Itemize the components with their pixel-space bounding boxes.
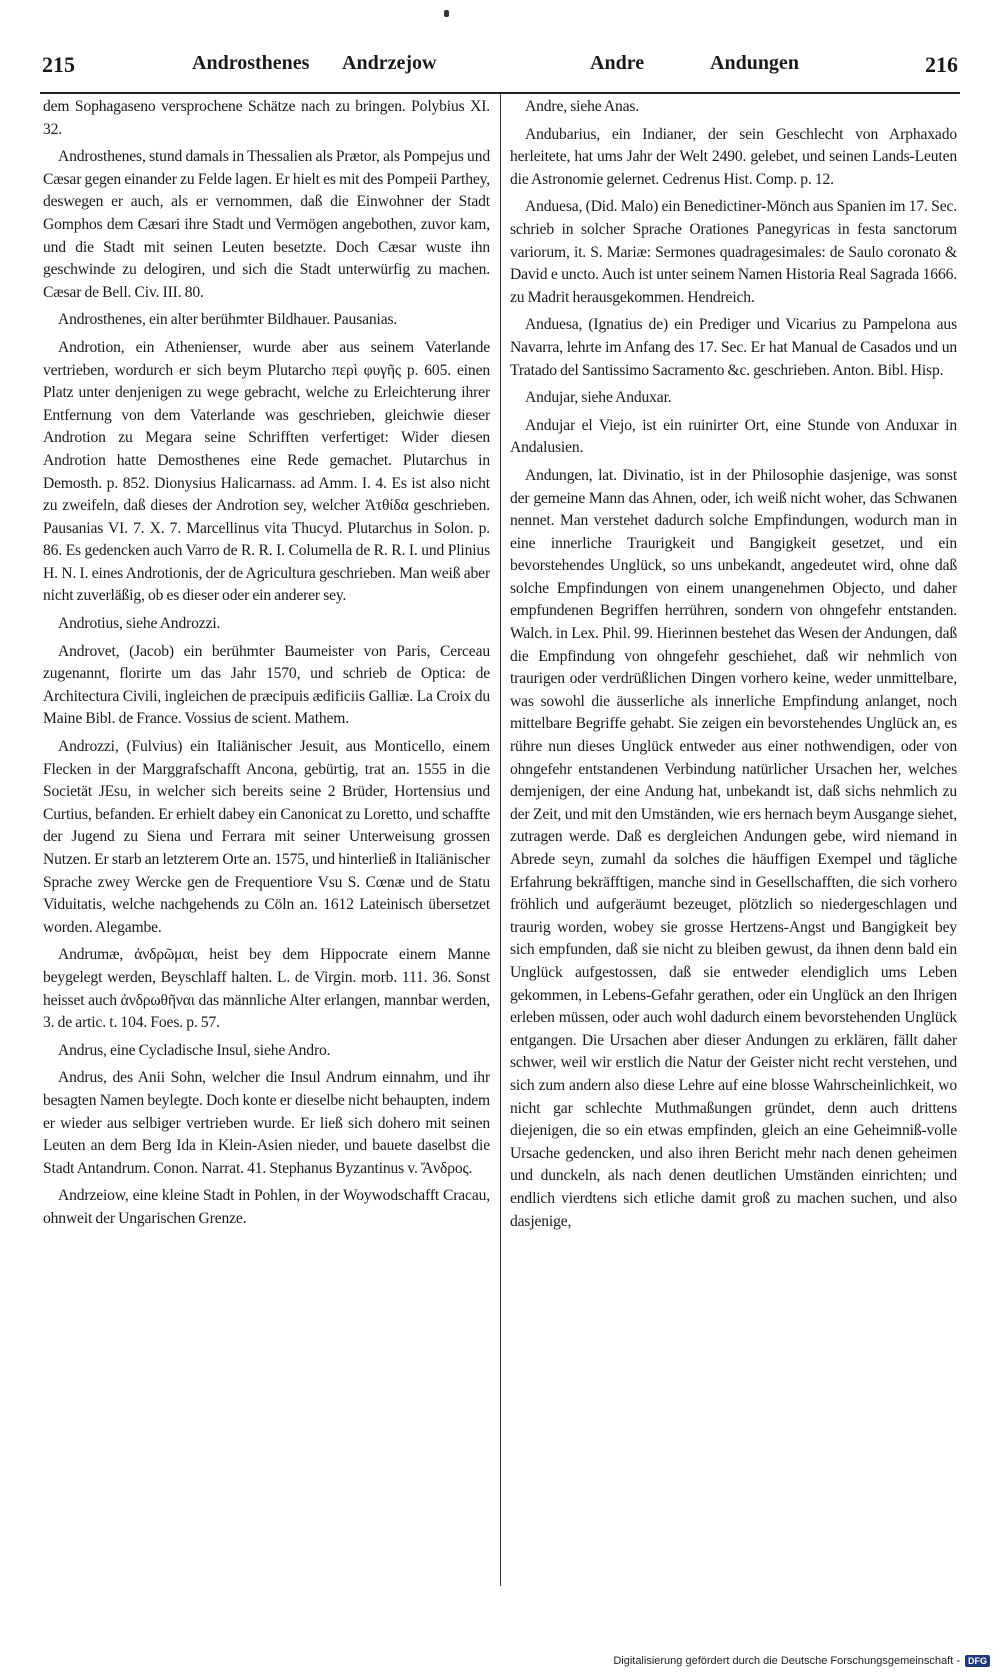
entry-paragraph: Andujar el Viejo, ist ein ruinirter Ort, eine Stunde von Anduxar in Andalusien. (510, 416, 957, 457)
entry-paragraph: Androvet, (Jacob) ein berühmter Baumeister von Paris, Cerceau zugenannt, florirte um das Jahr 1570, und schrieb de Optica: de Architectura Civili, ingleichen de præcipuis ædificiis Galliæ. La Croix du Maine Bibl. de France. Vossius de scient. Mathem. (43, 642, 490, 728)
headword-left-2: Andrzejow (342, 52, 437, 74)
right-column (510, 96, 957, 1586)
entry-paragraph: Andrus, des Anii Sohn, welcher die Insul Andrum einnahm, und ihr besagten Namen beylegte. Doch konte er dieselbe nicht behaupten, indem er wieder aus selbiger vertrieben wurde. Er ließ sich dohero mit seinen Leuten an dem Berg Ida in Klein-Asien nieder, und bauete daselbst die Stadt Antandrum. Conon. Narrat. 41. Stephanus Byzantinus v. Ἄνδρος. (43, 1069, 490, 1177)
headword-right-1: Andre (590, 52, 645, 74)
entry-paragraph: Anduesa, (Did. Malo) ein Benedictiner-Mönch aus Spanien im 17. Sec. schrieb in solcher Sprache Orationes Panegyricas in festa sanctorum variorum, it. S. Mariæ: Sermones quadragesimales: de Saulo coronato & David e uncto. Auch ist unter seinem Namen Historia Real Sagrada 1666. zu Madrit herausgekommen. Hendreich. (510, 198, 957, 306)
entry-paragraph: Andrus, eine Cycladische Insul, siehe Andro. (58, 1041, 331, 1059)
entry-paragraph: Andre, siehe Anas. (525, 98, 640, 115)
headword-right-2: Andungen (710, 52, 799, 74)
entry-paragraph: Androzzi, (Fulvius) ein Italiänischer Jesuit, aus Monticello, einem Flecken in der Marggrafschafft Ancona, gebürtig, trat an. 1555 in die Societät JEsu, in welcher sich bereits seine 2 Brüder, Hortensius und Curtius, befanden. Er erhielt dabey ein Canonicat zu Loretto, und schaffte der Jugend zu Siena und Ferrara mit seiner Unterweisung grossen Nutzen. Er starb an letzterem Orte an. 1575, und hinterließ in Italiänischer Sprache zwey Wercke gen de Frequentiore Vsu S. Cœnæ und de Statu Viduitatis, welche nachgehends zu Cöln an. 1612 Lateinisch übersetzet worden. Alegambe. (43, 738, 490, 936)
entry-paragraph: Androsthenes, ein alter berühmter Bildhauer. Pausanias. (58, 311, 398, 329)
entry-paragraph: Androsthenes, stund damals in Thessalien als Prætor, als Pompejus und Cæsar gegen einander zu Felde lagen. Er hielt es mit des Pompeii Parthey, deswegen er auch, als er vernommen, daß die Einwohner der Stadt Gomphos dem Cæsari ihre Stadt und Vermögen angebothen, zuvor kam, und die Stadt mit seinen Leuten besetzte. Doch Cæsar wuste ihn geschwinde zu delogiren, und sich die Stadt unterwürfig zu machen. Cæsar de Bell. Civ. III. 80. (43, 148, 490, 301)
dfg-logo: DFG (965, 1655, 990, 1667)
left-column (43, 96, 490, 1586)
entry-paragraph: Androtion, ein Athenienser, wurde aber aus seinem Vaterlande vertrieben, wordurch er sich beym Plutarcho περὶ φυγῆς p. 605. einen Platz unter denjenigen zu wege gebracht, welche zu Erleichterung ihrer Entfernung von dem Vaterlande was geschrieben, gleichwie dieser Androtion zu Megara seine Schrifften verfertiget: Wider diesen Androtion hatte Demosthenes eine Rede gemachet. Plutarchus in Demosth. p. 852. Dionysius Halicarnass. ad Amm. I. 4. Es ist also nicht zu zweifeln, daß dieses der Androtion sey, welcher Ἀτθίδα geschrieben. Pausanias VI. 7. X. 7. Marcellinus vita Thucyd. Plutarchus in Solon. p. 86. Es gedencken auch Varro de R. R. I. Columella de R. R. I. und Plinius H. N. I. eines Androtionis, der de Agricultura geschrieben. Man weiß aber nicht zuverläßig, ob es dieser oder ein anderer sey. (43, 338, 490, 605)
page-number-left: 215 (42, 52, 75, 77)
entry-paragraph: dem Sophagaseno versprochene Schätze nach zu bringen. Polybius XI. 32. (43, 98, 490, 138)
entry-paragraph: Andujar, siehe Anduxar. (525, 389, 672, 407)
entry-paragraph: Andubarius, ein Indianer, der sein Geschlecht von Arphaxado herleitete, hat ums Jahr der Welt 2490. gelebet, und seinen Lands-Leuten die Astronomie gelernet. Cedrenus Hist. Comp. p. 12. (510, 125, 957, 188)
credit-text: Digitalisierung gefördert durch die Deutsche Forschungsgemeinschaft - (613, 1655, 960, 1667)
column-divider (500, 94, 501, 1586)
headword-left-1: Androsthenes (192, 52, 310, 74)
entry-paragraph: Androtius, siehe Androzzi. (58, 615, 221, 633)
entry-paragraph: Andrzeiow, eine kleine Stadt in Pohlen, in der Woywodschafft Cracau, ohnweit der Ungarischen Grenze. (43, 1187, 490, 1227)
entry-paragraph: Anduesa, (Ignatius de) ein Prediger und Vicarius zu Pampelona aus Navarra, lehrte im Anfang des 17. Sec. Er hat Manual de Casados und un Tratado del Santissimo Sacramento &c. geschrieben. Anton. Bibl. Hisp. (510, 316, 957, 379)
entry-paragraph: Andungen, lat. Divinatio, ist in der Philosophie dasjenige, was sonst der gemeine Mann das Ahnen, oder, ich weiß nicht woher, das Schwanen nennet. Man verstehet dadurch solche Empfindungen, wodurch man in eine innerliche Traurigkeit und Bangigkeit gesetzet, und ein bevorstehendes Unglück, so uns unbekandt, angedeutet wird, ohne daß solche Empfindungen von einem unangenehmen Objecto, und daher empfundenen Begriffen herrühren, sondern von ohngefehr entstanden. Walch. in Lex. Phil. 99. Hierinnen bestehet das Wesen der Andungen, daß die Empfindung von ohngefehr geschiehet, daß wir nehmlich von traurigen oder verdrüßlichen Dingen vorhero keine, weder unmittelbare, was sowohl die äusserliche als innerliche Empfindung anlanget, noch mittelbare Begriffe gehabt. Sie zeigen ein bevorstehendes Unglück an, es rühre nun dieses Unglück entweder aus einer nothwendigen, oder von ohngefehr entstandenen Verbindung natürlicher Ursachen her, welches demjenigen, der eine Andung hat, unbekandt ist, daß sichs nehmlich zu der Zeit, und mit den Umständen, wie ers hernach beym Ausgange siehet, zutragen werde. Daß es dergleichen Andungen gebe, wird niemand in Abrede seyn, zumahl da solches die häuffigen Exempel und tägliche Erfahrung bekräfftigen, manche sind in Gesellschafften, die sich vorhero fröhlich und aufgeräumt bezeuget, plötzlich so niedergeschlagen und traurig worden, wobey sie grosse Hertzens-Angst und Bangigkeit bey sich empfunden, daß sie nicht zu bleiben gewust, da ihnen denn bald ein Unglück aufgestossen, daß sie entweder elendiglich ums Leben gekommen, in Lebens-Gefahr gerathen, oder ein Unglück an den Ihrigen erleben müssen, oder auch wohl dadurch einem bevorstehenden Unglück entgangen. Die Ursachen aber dieser Andungen zu erklären, fällt daher schwer, weil wir erstlich die Natur der Geister nicht recht verstehen, und sich zum andern also diese Lehre auf eine blosse Wahrscheinlichkeit, wo nicht gar schlechte Muthmaßungen gründet, denn auch drittens diejenigen, die so ein etwas empfinden, gleich an eine Geheimniß-volle Ursache gedencken, und also ihren Bericht mehr nach denen geheimen und dunckeln, als nach denen deutlichen Umständen einrichten; und endlich vierdtens sich etliche damit groß zu machen suchen, und also dasjenige, (510, 466, 957, 1230)
running-header (42, 52, 958, 86)
entry-paragraph: Andrumæ, ἀνδρῶμαι, heist bey dem Hippocrate einem Manne beygelegt werden, Beyschlaff halten. L. de Virgin. morb. 111. 36. Sonst heisset auch ἀνδρωθῆναι das männliche Alter erlangen, mannbar werden, 3. de artic. t. 104. Foes. p. 57. (43, 946, 490, 1032)
ink-speck (444, 10, 449, 17)
digitization-credit (613, 1655, 990, 1667)
page-number-right: 216 (925, 52, 958, 77)
